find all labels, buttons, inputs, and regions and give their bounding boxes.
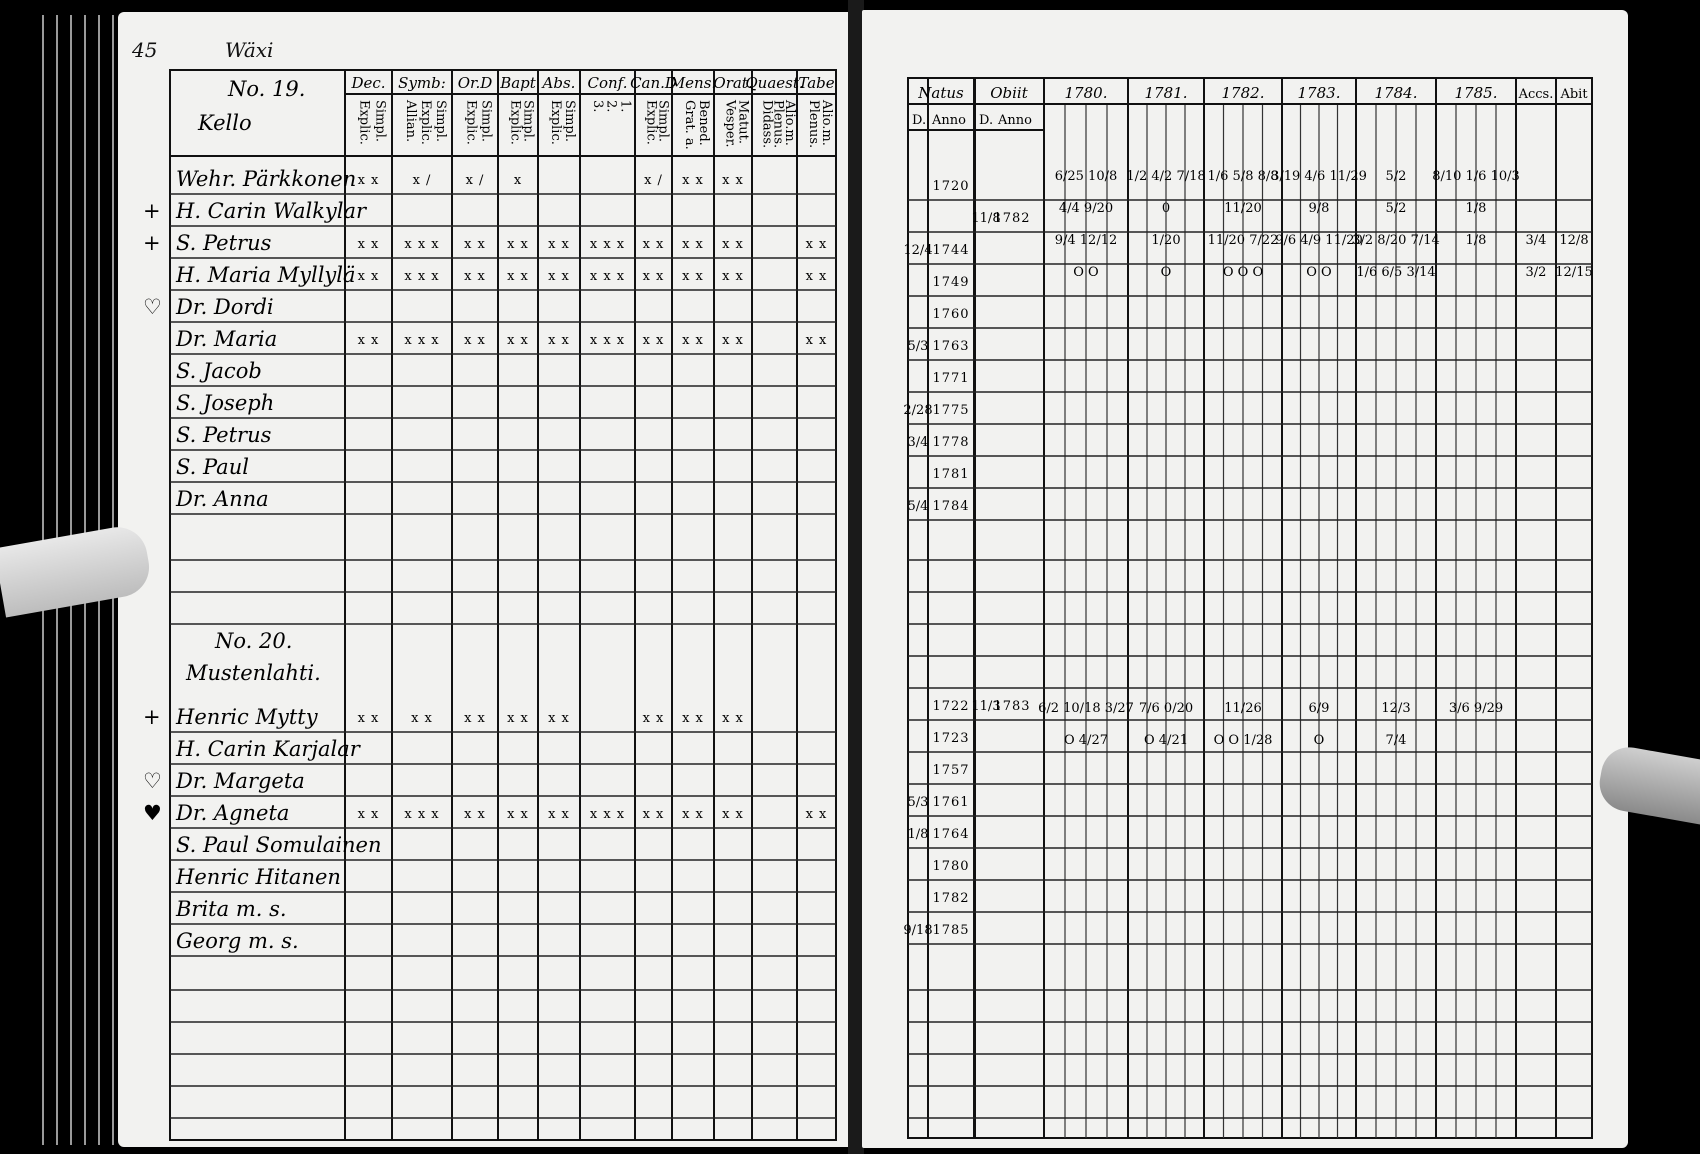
attendance-entry: 11/20 7/22	[1207, 233, 1279, 248]
page-number: 45	[132, 38, 158, 62]
attendance-entry: 7/6 0/20	[1138, 701, 1194, 716]
member-name: Dr. Anna	[176, 487, 269, 511]
member-name: Henric Hitanen	[176, 865, 341, 889]
column-subheader: 1.	[617, 100, 633, 113]
birth-year: 1722	[932, 699, 970, 714]
birth-year: 1775	[932, 403, 970, 418]
catechism-mark: x x	[507, 269, 529, 284]
birth-day: 1/8	[907, 827, 929, 842]
birth-year: 1749	[932, 275, 970, 290]
catechism-mark: x x	[464, 333, 486, 348]
obiit-header: Obiit	[990, 84, 1028, 102]
attendance-entry: O 4/27	[1064, 733, 1108, 748]
catechism-mark: x /	[644, 173, 663, 188]
column-subheader: Simpl.	[520, 100, 536, 143]
attendance-entry: 6/2 10/18 3/27	[1038, 701, 1134, 716]
member-name: H. Carin Walkylar	[176, 199, 367, 223]
attendance-entry: 5/2	[1385, 169, 1407, 184]
attendance-entry: 3/4	[1525, 233, 1547, 248]
column-header: Can.D	[630, 74, 677, 92]
catechism-mark: x x	[805, 237, 828, 252]
catechism-mark: x x	[722, 807, 744, 822]
catechism-mark: x x x	[404, 333, 440, 348]
attendance-entry: 12/3	[1381, 701, 1411, 716]
column-subheader: 3.	[589, 100, 605, 113]
column-header: Symb:	[398, 74, 446, 92]
household-number: No. 20.	[215, 629, 293, 653]
page-code: Wäxi	[225, 38, 274, 62]
attendance-entry: 4/4 9/20	[1058, 201, 1114, 216]
column-header: Tabe	[798, 74, 835, 92]
catechism-mark: x x	[642, 237, 665, 252]
birth-day: 3/4	[907, 435, 929, 450]
attendance-entry: 3/2	[1525, 265, 1547, 280]
year-header: 1780.	[1064, 84, 1108, 102]
birth-year: 1771	[932, 371, 970, 386]
catechism-mark: x x	[357, 269, 380, 284]
birth-year: 1760	[932, 307, 970, 322]
catechism-mark: x x	[682, 711, 704, 726]
attendance-entry: 3/19 4/6 11/29	[1271, 169, 1367, 184]
attendance-entry: O 4/21	[1144, 733, 1188, 748]
attendance-entry: 5/2	[1385, 201, 1407, 216]
birth-year: 1778	[932, 435, 970, 450]
birth-year: 1780	[932, 859, 970, 874]
catechism-mark: x x	[682, 173, 704, 188]
attendance-entry: 6/9	[1308, 701, 1330, 716]
attendance-entry: O	[1313, 733, 1325, 748]
catechism-mark: x x	[357, 237, 380, 252]
attendance-entry: O O 1/28	[1213, 733, 1273, 748]
death-year: 1782	[993, 211, 1031, 226]
attendance-entry: 6/25 10/8	[1054, 169, 1118, 184]
birth-year: 1761	[932, 795, 970, 810]
abiit-header: Abit	[1560, 87, 1588, 102]
column-header: Abs.	[542, 74, 576, 92]
birth-day: 5/3	[907, 339, 929, 354]
catechism-mark: x x	[682, 807, 704, 822]
column-header: Or.D	[457, 74, 493, 92]
attendance-entry: 1/2 4/2 7/18	[1126, 169, 1206, 184]
column-subheader: Vesper.	[722, 100, 738, 148]
member-name: Dr. Agneta	[176, 801, 290, 825]
member-name: S. Jacob	[176, 359, 262, 383]
attendance-entry: 1/20	[1151, 233, 1181, 248]
birth-year: 1757	[932, 763, 970, 778]
attendance-entry: 12/15	[1555, 265, 1593, 280]
catechism-mark: x x x	[589, 237, 626, 252]
catechism-mark: x x	[357, 711, 380, 726]
catechism-mark: x x x	[589, 269, 626, 284]
member-name: Henric Mytty	[176, 705, 318, 729]
attendance-entry: O O	[1073, 265, 1099, 280]
column-subheader: Simpl.	[562, 100, 577, 143]
natus-day-header: D.	[912, 113, 927, 128]
column-subheader: Matut.	[735, 100, 751, 145]
catechism-mark: x x x	[404, 807, 440, 822]
catechism-mark: x	[513, 173, 523, 188]
accessit-header: Accs.	[1518, 87, 1554, 102]
catechism-mark: x x	[722, 711, 744, 726]
catechism-mark: x x x	[404, 269, 440, 284]
column-subheader: Alio.m.	[781, 100, 797, 146]
year-header: 1785.	[1454, 84, 1498, 102]
catechism-mark: x x	[642, 711, 665, 726]
attendance-entry: 0	[1161, 201, 1171, 216]
catechism-mark: x x	[642, 807, 665, 822]
attendance-entry: 9/8	[1308, 201, 1330, 216]
member-name: Wehr. Pärkkonen	[176, 167, 357, 191]
catechism-mark: x x	[805, 333, 828, 348]
member-name: H. Maria Myllylä	[176, 263, 356, 287]
year-header: 1781.	[1144, 84, 1188, 102]
catechism-mark: x x	[507, 237, 529, 252]
catechism-mark: x x	[805, 807, 828, 822]
attendance-entry: 1/6 5/8 8/8	[1207, 169, 1279, 184]
catechism-mark: x x	[464, 711, 486, 726]
catechism-mark: x x	[507, 333, 529, 348]
member-name: S. Petrus	[176, 231, 272, 255]
catechism-mark: x x	[805, 269, 828, 284]
birth-year: 1763	[932, 339, 970, 354]
column-header: Bapt	[500, 74, 536, 92]
column-subheader: Simpl.	[655, 100, 671, 143]
column-header: Conf.	[587, 74, 628, 92]
member-name: Georg m. s.	[176, 929, 299, 953]
catechism-mark: x /	[465, 173, 485, 188]
attendance-entry: 12/8	[1559, 233, 1589, 248]
attendance-entry: 8/10 1/6 10/3	[1432, 169, 1520, 184]
catechism-mark: x x	[682, 333, 704, 348]
member-status-mark: +	[143, 199, 161, 223]
column-header: Orat.	[713, 74, 753, 92]
member-name: S. Joseph	[176, 391, 275, 415]
catechism-mark: x x	[642, 333, 665, 348]
member-name: S. Paul Somulainen	[176, 833, 382, 857]
catechism-mark: x x	[507, 807, 529, 822]
column-subheader: Bened.	[696, 100, 711, 146]
catechism-mark: x x	[682, 237, 704, 252]
member-name: Brita m. s.	[176, 897, 287, 921]
catechism-mark: x x	[548, 333, 570, 348]
column-subheader: 2.	[603, 100, 619, 113]
member-status-mark: ♡	[143, 769, 162, 793]
column-subheader: Allian.	[403, 100, 418, 143]
attendance-entry: O O	[1306, 265, 1332, 280]
birth-day: 2/28	[903, 403, 933, 418]
catechism-mark: x x	[682, 269, 704, 284]
catechism-mark: x x	[357, 333, 380, 348]
household-number: No. 19.	[228, 77, 306, 101]
catechism-mark: x x	[548, 807, 570, 822]
member-status-mark: ♡	[143, 295, 162, 319]
catechism-mark: x x	[548, 237, 570, 252]
member-name: S. Petrus	[176, 423, 272, 447]
catechism-mark: x x x	[404, 237, 440, 252]
village-name: Mustenlahti.	[186, 661, 321, 685]
member-status-mark: +	[143, 705, 161, 729]
catechism-mark: x x	[411, 711, 433, 726]
attendance-entry: O	[1160, 265, 1172, 280]
column-subheader: Explic.	[463, 100, 479, 145]
column-subheader: Simpl.	[372, 100, 388, 143]
catechism-mark: x x	[722, 173, 744, 188]
member-name: S. Paul	[176, 455, 249, 479]
column-subheader: Simpl.	[478, 100, 494, 143]
column-subheader: Explic.	[507, 100, 523, 145]
birth-year: 1781	[932, 467, 970, 482]
catechism-mark: x x	[722, 237, 744, 252]
member-name: Dr. Maria	[176, 327, 278, 351]
member-status-mark: +	[143, 231, 161, 255]
birth-day: 9/18	[903, 923, 933, 938]
catechism-mark: x x	[722, 333, 744, 348]
column-subheader: Explic.	[356, 100, 372, 145]
year-header: 1784.	[1374, 84, 1418, 102]
catechism-mark: x x	[548, 269, 570, 284]
year-header: 1782.	[1221, 84, 1265, 102]
catechism-mark: x x	[507, 711, 529, 726]
catechism-mark: x x	[642, 269, 665, 284]
attendance-entry: 11/20	[1224, 201, 1262, 216]
attendance-entry: 1/8	[1465, 233, 1487, 248]
member-status-mark: ♥	[143, 801, 162, 825]
catechism-mark: x x x	[589, 333, 626, 348]
birth-year: 1744	[932, 243, 970, 258]
attendance-entry: 3/6 9/29	[1448, 701, 1504, 716]
birth-year: 1723	[932, 731, 970, 746]
member-name: Dr. Margeta	[176, 769, 305, 793]
attendance-entry: O O O	[1222, 265, 1264, 280]
obiit-day-header: D.	[979, 113, 994, 128]
column-subheader: Grat. a.	[682, 100, 697, 150]
column-subheader: Simpl.	[433, 100, 448, 143]
column-subheader: Alio.m.	[819, 100, 834, 146]
column-header: Dec.	[351, 74, 386, 92]
catechism-mark: x x	[464, 237, 486, 252]
obiit-year-header: Anno	[998, 113, 1032, 128]
birth-day: 12/4	[903, 243, 933, 258]
column-subheader: Explic.	[548, 100, 563, 145]
attendance-entry: 9/6 4/9 11/20	[1275, 233, 1363, 248]
catechism-mark: x /	[412, 173, 432, 188]
year-header: 1783.	[1297, 84, 1341, 102]
column-subheader: Plenus.	[770, 100, 786, 149]
attendance-entry: 7/4	[1385, 733, 1407, 748]
column-header: Mens.	[669, 74, 717, 92]
birth-year: 1785	[932, 923, 970, 938]
attendance-entry: 1/8	[1465, 201, 1487, 216]
catechism-mark: x x	[464, 269, 486, 284]
column-subheader: Didass.	[759, 100, 775, 149]
death-year: 1783	[993, 699, 1031, 714]
member-name: Dr. Dordi	[176, 295, 274, 319]
column-subheader: Plenus.	[806, 100, 821, 149]
birth-day: 5/4	[907, 499, 929, 514]
member-name: H. Carin Karjalar	[176, 737, 360, 761]
attendance-entry: 3/2 8/20 7/14	[1352, 233, 1440, 248]
catechism-mark: x x	[464, 807, 486, 822]
birth-year: 1784	[932, 499, 970, 514]
attendance-entry: 9/4 12/12	[1054, 233, 1118, 248]
catechism-mark: x x	[722, 269, 744, 284]
birth-year: 1720	[932, 179, 970, 194]
column-header: Quaest.	[745, 74, 804, 92]
attendance-entry: 11/26	[1224, 701, 1262, 716]
natus-year-header: Anno	[932, 113, 966, 128]
birth-year: 1782	[932, 891, 970, 906]
catechism-mark: x x	[357, 807, 380, 822]
birth-day: 5/3	[907, 795, 929, 810]
death-day: 11/8	[971, 211, 1001, 226]
column-subheader: Explic.	[418, 100, 433, 145]
catechism-mark: x x x	[589, 807, 626, 822]
catechism-mark: x x	[357, 173, 380, 188]
catechism-mark: x x	[548, 711, 570, 726]
column-subheader: Explic.	[643, 100, 659, 145]
death-day: 11/3	[971, 699, 1001, 714]
village-name: Kello	[198, 111, 252, 135]
birth-year: 1764	[932, 827, 970, 842]
natus-header: Natus	[918, 84, 964, 102]
attendance-entry: 1/6 6/5 3/14	[1356, 265, 1436, 280]
